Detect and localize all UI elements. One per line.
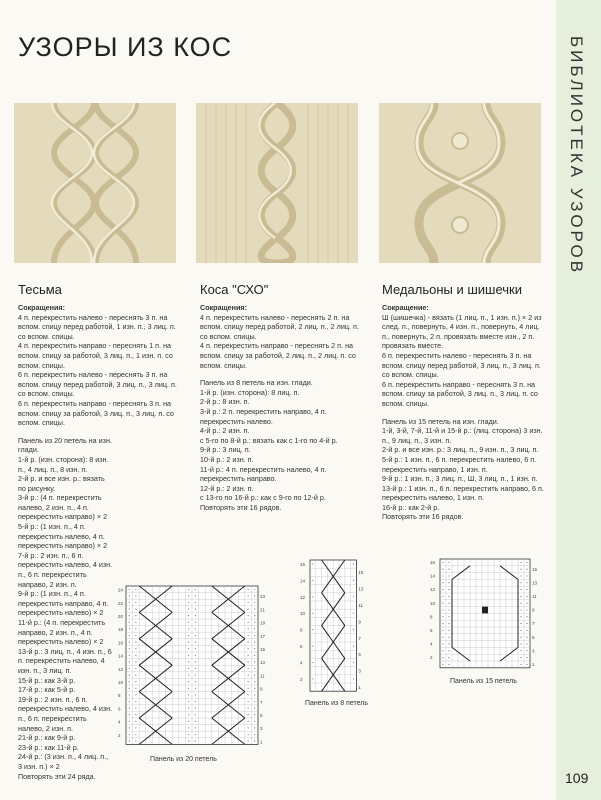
- row-number: 13: [358, 586, 364, 592]
- instruction-row: 2-й р.: 8 изн. п.: [200, 397, 250, 407]
- row-number: 15: [532, 566, 538, 572]
- row-number: 11: [532, 594, 537, 599]
- instruction-row: 9-й р.: (1 изн. п., 4 п. перекрестить направо, 4 п. перекрестить налево) × 2: [18, 589, 109, 618]
- instruction-row: 7-й р.: 2 изн. п., 6 п. перекрестить налево, 4 изн. п., 6 п. перекрестить направо, 2 изн. п.: [18, 550, 113, 589]
- row-number: 3: [358, 668, 361, 674]
- abbrev-heading: Сокращение:: [382, 303, 429, 312]
- abbreviation-item: 4 п. перекрестить налево - переснять 2 п. на вспом. спицу перед работой, 2 лиц. п., 2 лиц. п. со вспом. спицы.: [200, 312, 359, 341]
- instruction-row: Повторять эти 16 рядов.: [200, 502, 282, 512]
- instruction-row: 9-й р.: 1 изн. п., 3 лиц. п., Ш, 3 лиц. п., 1 изн. п.: [382, 474, 538, 484]
- row-number: 6: [430, 628, 433, 633]
- row-number: 2: [430, 655, 433, 661]
- row-number: 19: [260, 620, 266, 626]
- instruction-row: 4-й р.: 2 изн. п.: [200, 426, 250, 436]
- instruction-row: 11-й р.: (4 п. перекрестить направо, 2 изн. п., 4 п. перекрестить налево) × 2: [18, 618, 106, 647]
- instruction-row: Панель из 15 петель на изн. глади.: [382, 416, 499, 426]
- instruction-row: 13-й р.: 1 изн. п., 6 п. перекрестить направо, 6 п. перекрестить налево, 1 изн. п.: [382, 483, 544, 503]
- instruction-row: Панель из 20 петель на изн. глади.: [18, 435, 112, 455]
- instruction-row: с 5-го по 8-й р.: вязать как с 1-го по 4-й р.: [200, 435, 338, 445]
- knitting-chart-sho: [300, 556, 366, 696]
- row-number: 15: [260, 647, 266, 652]
- instruction-row: 2-й р. и все изн. р.: 3 лиц. п., 9 изн. п., 3 лиц. п.: [382, 445, 539, 455]
- row-number: 10: [300, 611, 306, 617]
- instruction-row: 19-й р.: 2 изн. п., 6 п. перекрестить налево, 4 изн. п., 6 п. перекрестить налево, 2 изн. п.: [18, 694, 113, 733]
- instruction-row: Повторять эти 24 ряда.: [18, 771, 96, 781]
- chart-caption-medallions: Панель из 15 петель: [450, 678, 517, 685]
- abbrev-heading: Сокращения:: [200, 303, 247, 312]
- row-number: 7: [358, 635, 361, 641]
- row-number: 24: [118, 587, 124, 593]
- swatch-photo-sho: [196, 103, 358, 263]
- pattern-name-medallions: Медальоны и шишечки: [382, 282, 522, 297]
- bobble-symbol: [482, 607, 488, 614]
- instruction-row: 5-й р.: 1 изн. п., 6 п. перекрестить налево, 6 п. перекрестить направо, 1 изн. п.: [382, 454, 537, 474]
- row-number: 2: [300, 676, 303, 682]
- row-number: 5: [260, 713, 263, 718]
- row-number: 12: [300, 594, 306, 600]
- abbreviation-item: 6 п. перекрестить направо - переснять 3 п. на вспом. спицу за работой, 3 лиц. п., 3 лиц. п. со вспом. спицы.: [18, 398, 174, 428]
- abbreviation-item: 4 п. перекрестить направо - переснять 1 п. на вспом. спицу за работой, 3 лиц. п., 1 изн. п. со вспом. спицы.: [18, 341, 173, 370]
- instruction-row: 11-й р.: 4 п. перекрестить налево, 4 п. перекрестить направо.: [200, 464, 327, 484]
- row-number: 1: [358, 685, 361, 690]
- page-number: 109: [565, 770, 589, 786]
- instruction-row: 5-й р.: (1 изн. п., 4 п. перекрестить налево, 4 п. перекрестить направо) × 2: [18, 522, 108, 551]
- instruction-row: 16-й р.: как 2-й р.: [382, 502, 440, 512]
- row-number: 21: [260, 607, 266, 613]
- pattern-text-sho: [200, 303, 365, 512]
- instruction-row: 10-й р.: 2 изн. п.: [200, 454, 254, 464]
- swatch-photo-tesma: [14, 103, 176, 263]
- row-number: 16: [118, 640, 124, 646]
- instruction-row: 1-й р. (изн. сторона): 8 лиц. п.: [200, 387, 300, 397]
- row-number: 14: [300, 578, 306, 584]
- instruction-row: с 13-го по 16-й р.: как с 9-го по 12-й р.: [200, 493, 326, 503]
- instruction-row: 12-й р.: 2 изн. п.: [200, 483, 254, 493]
- row-number: 12: [430, 587, 436, 593]
- row-number: 5: [532, 634, 535, 640]
- row-number: 9: [358, 619, 361, 625]
- instruction-row: 24-й р.: (3 изн. п., 4 лиц. п., 3 изн. п.) × 2: [18, 752, 109, 771]
- instruction-row: Панель из 8 петель на изн. глади.: [200, 378, 313, 388]
- abbreviation-item: Ш (шишечка) - вязать (1 лиц. п., 1 изн. п.) × 2 из след. п., повернуть, 4 изн. п., повернуть, 4 лиц. п., повернуть, 2 п. провязать вместе изн., 2 п. провязать вместе.: [382, 312, 542, 351]
- instruction-row: 1-й р. (изн. сторона): 8 изн. п., 4 лиц. п., 8 изн. п.: [18, 454, 109, 474]
- section-label: БИБЛИОТЕКА УЗОРОВ: [567, 36, 586, 276]
- row-number: 13: [260, 660, 266, 666]
- instruction-row: 3-й р.: 2 п. перекрестить направо, 4 п. перекрестить налево.: [200, 406, 327, 426]
- row-number: 8: [300, 627, 303, 633]
- row-number: 4: [118, 719, 121, 725]
- abbrev-heading: Сокращения:: [18, 303, 65, 312]
- row-number: 9: [532, 607, 535, 613]
- chart-grid: [126, 586, 258, 744]
- instruction-row: 15-й р.: как 3-й р.: [18, 675, 76, 685]
- instruction-row: 3-й р.: (4 п. перекрестить налево, 2 изн. п., 4 п. перекрестить направо) × 2: [18, 493, 108, 522]
- knitting-chart-medallions: [430, 555, 540, 675]
- row-number: 23: [260, 594, 266, 600]
- page-title: УЗОРЫ ИЗ КОС: [18, 32, 233, 62]
- row-number: 14: [430, 573, 436, 579]
- instruction-row: Повторять эти 16 рядов.: [382, 512, 464, 522]
- row-number: 5: [358, 652, 361, 658]
- row-number: 20: [118, 614, 124, 619]
- row-number: 6: [118, 706, 121, 712]
- row-number: 6: [300, 644, 303, 649]
- row-number: 7: [260, 699, 263, 705]
- row-number: 9: [260, 686, 263, 692]
- row-number: 10: [118, 680, 124, 685]
- row-number: 8: [118, 693, 121, 699]
- instruction-row: 9-й р.: 3 лиц. п.: [200, 445, 251, 455]
- row-number: 11: [260, 673, 265, 679]
- abbreviation-item: 4 п. перекрестить налево - переснять 3 п. на вспом. спицу перед работой, 1 изн. п., 3 лиц. п. со вспом. спицы.: [18, 312, 176, 341]
- row-number: 7: [532, 621, 535, 627]
- pattern-text-medallions: [382, 303, 547, 522]
- instruction-row: 2-й р. и все изн. р.: вязать по рисунку.: [18, 474, 105, 493]
- abbreviation-item: 4 п. перекрестить направо - переснять 2 п. на вспом. спицу за работой, 2 лиц. п., 2 лиц. п. со вспом. спицы.: [200, 341, 356, 370]
- abbreviation-item: 6 п. перекрестить налево - переснять 3 п. на вспом. спицу перед работой, 3 лиц. п., 3 лиц. п. со вспом. спицы.: [18, 370, 177, 399]
- pattern-name-tesma: Тесьма: [18, 282, 62, 297]
- row-number: 1: [532, 662, 535, 667]
- row-number: 16: [300, 562, 306, 567]
- row-number: 1: [260, 739, 263, 745]
- abbreviation-item: 6 п. перекрестить направо - переснять 3 п. на вспом. спицу за работой, 3 лиц. п., 3 лиц. п. со вспом. спицы.: [382, 379, 538, 408]
- row-number: 10: [430, 600, 436, 606]
- instruction-row: 13-й р.: 3 лиц. п., 4 изн. п., 6 п. перекрестить налево, 4 изн. п., 3 лиц. п.: [18, 646, 112, 675]
- row-number: 11: [358, 603, 364, 608]
- row-number: 22: [118, 600, 124, 606]
- abbreviation-item: 6 п. перекрестить налево - переснять 3 п. на вспом. спицу перед работой, 3 лиц. п., 3 лиц. п. со вспом. спицы.: [382, 350, 541, 380]
- row-number: 17: [260, 633, 266, 639]
- instruction-row: 1-й, 3-й, 7-й, 11-й и 15-й р.: (лиц. сторона) 3 изн. п., 9 лиц. п., 3 изн. п.: [382, 426, 543, 445]
- row-number: 2: [118, 732, 121, 738]
- row-number: 12: [118, 666, 124, 672]
- chart-grid: [310, 560, 356, 691]
- row-number: 4: [300, 660, 303, 666]
- row-number: 8: [430, 614, 433, 620]
- row-number: 3: [260, 726, 263, 732]
- row-number: 3: [532, 648, 535, 654]
- row-number: 16: [430, 560, 436, 565]
- row-number: 4: [430, 641, 433, 647]
- knitting-chart-tesma: [118, 582, 268, 750]
- instruction-row: 17-й р.: как 5-й р.: [18, 685, 76, 695]
- row-number: 14: [118, 653, 124, 659]
- pattern-name-sho: Коса "СХО": [200, 282, 269, 297]
- swatch-photo-medallions: [379, 103, 541, 263]
- instruction-row: 23-й р.: как 11-й р.: [18, 742, 79, 752]
- instruction-row: 21-й р.: как 9-й р.: [18, 733, 76, 743]
- row-number: 15: [358, 570, 364, 576]
- chart-caption-tesma: Панель из 20 петель: [150, 756, 217, 763]
- row-number: 13: [532, 580, 538, 586]
- chart-grid: [440, 559, 530, 668]
- row-number: 18: [118, 627, 124, 633]
- chart-caption-sho: Панель из 8 петель: [305, 700, 368, 707]
